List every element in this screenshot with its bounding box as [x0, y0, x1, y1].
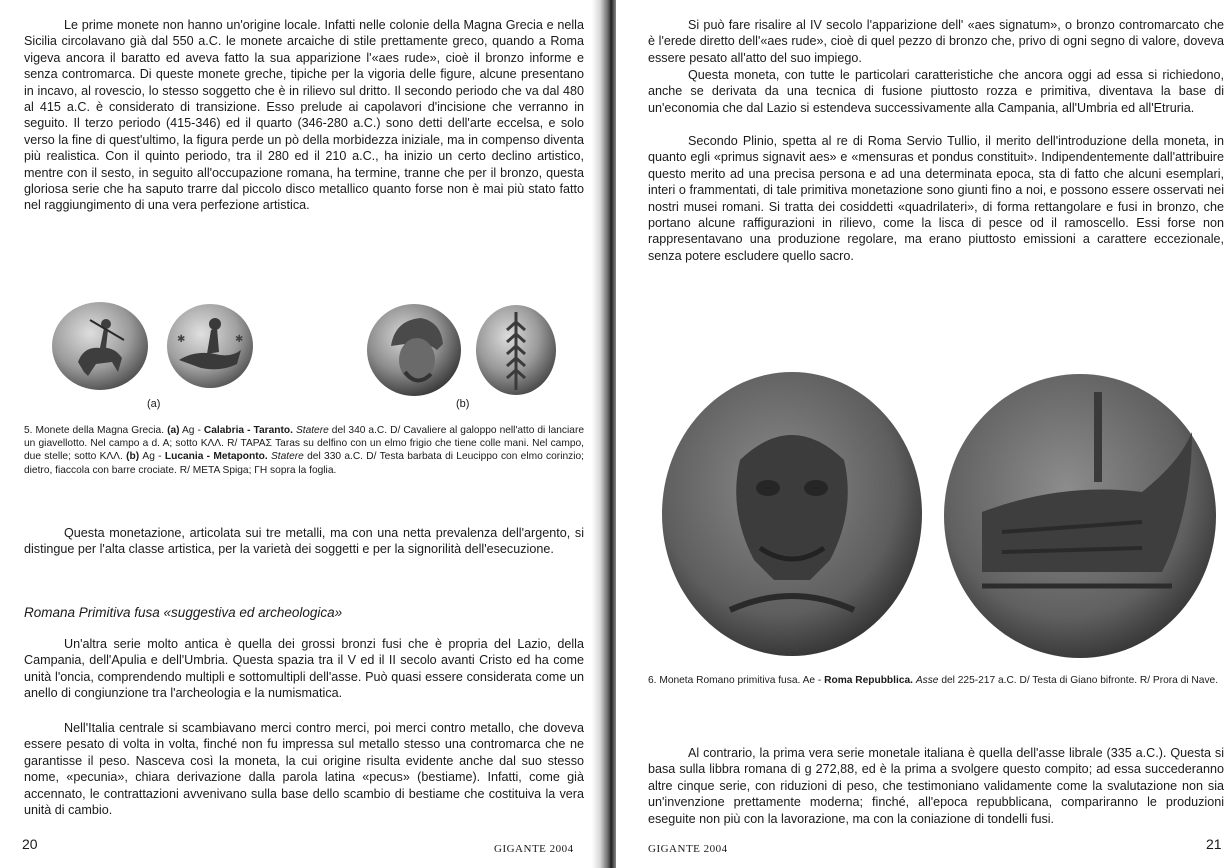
- running-head-right: GIGANTE 2004: [648, 843, 728, 855]
- left-paragraph-1: Le prime monete non hanno un'origine locale. Infatti nelle colonie della Magna Grecia e nella Sicilia circolavano già dal 550 a.C. le monete arcaiche di stile prettamente greco, quando a Roma vigeva ancora il baratto ed aveva fatto la sua apparizione l'«aes rude», cioè il bronzo informe e senza contromarca. Di queste monete greche, tipiche per la vigoria delle figure, alcune presentano in incavo, al rovescio, lo stesso soggetto che è in rilievo sul dritto. Il secondo periodo che va dal 480 al 415 a.C. è considerato di transizione. Esso prelude ai capolavori d'incisione che verranno in seguito. Il terzo periodo (415-346) ed il quarto (346-280 a.C.) sono detti dell'arte eccelsa, e solo verso la fine di quest'ultimo, la figura perde un pò della morbidezza iniziale, ma in compenso diventa più realistica. Con il quinto periodo, tra il 280 ed il 210 a.C., ha inizio un certo declino artistico, mentre con il sesto, in seguito all'occupazione romana, ha termine, tranne che per il bronzo, questa gloriosa serie che ha saputo trarre dal piccolo disco metallico quanto forse non è mai più stato fatto nel raggiungimento di una vera perfezione artistica.: [24, 18, 584, 213]
- coin-metaponto-obverse: [365, 302, 463, 398]
- coin-asse-prow-reverse: [942, 372, 1218, 660]
- caption-figure-6: 6. Moneta Romano primitiva fusa. Ae - Roma Repubblica. Asse del 225-217 a.C. D/ Testa di Giano bifronte. R/ Prora di Nave.: [648, 675, 1219, 686]
- left-paragraph-3: Un'altra serie molto antica è quella dei grossi bronzi fusi che è propria del Lazio, della Campania, dell'Apulia e dell'Umbria. Questa spazia tra il V ed il II secolo avanti Cristo ed ha come unità l'oncia, comprendendo multipli e sottomultipli dell'asse. Può quasi essere considerata come un anello di congiunzione tra l'archeologia e la numismatica.: [24, 637, 584, 701]
- right-paragraph-4: Al contrario, la prima vera serie monetale italiana è quella dell'asse librale (335 a.C.). Questa si basa sulla libbra romana di g 272,88, ed è la prima a svolgere questo compito; ad essa succederanno altre cinque serie, con riduzioni di peso, che testimoniano validamente come la svalutazione non sia un'invenzione prettamente moderna; finché, all'epoca repubblicana, compariranno le produzioni eseguite non più con la lavorazione, ma con la coniazione di tondelli fusi.: [648, 746, 1224, 826]
- page-number-right: 21: [1206, 836, 1222, 852]
- coin-metaponto-reverse: [475, 304, 557, 396]
- left-page: [0, 0, 604, 868]
- right-paragraph-1: Si può fare risalire al IV secolo l'apparizione dell' «aes signatum», o bronzo contromarcato che è l'erede diretto dell'«aes rude», cioè di quel pezzo di bronzo che, privo di ogni segno di valore, doveva essere pesato all'atto del suo impiego.: [648, 18, 1224, 65]
- left-paragraph-4: Nell'Italia centrale si scambiavano merci contro merci, poi merci contro metallo, che doveva essere pesato di volta in volta, finché non fu impressa sul metallo stesso una contromarca che ne garantisse il peso. Nasceva così la moneta, la cui origine risulta evidente anche dal suo stesso nome, «pecunia», chiara derivazione dalla parola latina «pecus» (bestiame). Infatti, come già accennato, le contrattazioni avvenivano sulla base dello scambio di bestiame che costituiva la vera unità di cambio.: [24, 721, 584, 818]
- figure-a-label: (a): [147, 398, 161, 410]
- coin-taranto-reverse: [165, 302, 255, 390]
- left-paragraph-2: Questa monetazione, articolata sui tre metalli, ma con una netta prevalenza dell'argento, si distingue per l'alta classe artistica, per la varietà dei soggetti e per la signorilità dell'esecuzione.: [24, 526, 584, 557]
- svg-text:✱: ✱: [235, 334, 244, 345]
- running-head-left: GIGANTE 2004: [494, 843, 574, 855]
- coin-taranto-obverse: [50, 300, 150, 392]
- right-page: [616, 0, 1232, 868]
- page-number-left: 20: [22, 836, 38, 852]
- right-paragraph-2: Questa moneta, con tutte le particolari caratteristiche che ancora oggi ad essa si richiedono, anche se derivata da una tecnica di fusione piuttosto rozza e primitiva, diventava la base di un'economia che dal Lazio si estendeva successivamente alla Campania, all'Umbria ed all'Etruria.: [648, 68, 1224, 115]
- svg-text:✱: ✱: [177, 334, 186, 345]
- coin-asse-janus-obverse: [660, 370, 924, 658]
- caption-figure-5: 5. Monete della Magna Grecia. (a) Ag - Calabria - Taranto. Statere del 340 a.C. D/ Cavaliere al galoppo nell'atto di lanciare un giavellotto. Nel campo a d. A; sotto ΚΛΛ. R/ ΤΑΡΑΣ Taras su delfino con un elmo frigio che tiene colle mani. Nel campo, due stelle; sotto ΚΛΛ. (b) Ag - Lucania - Metaponto. Statere del 330 a.C. D/ Testa barbata di Leucippo con elmo corinzio; dietro, fiaccola con barre crociate. R/ META Spiga; ΓΗ sopra la foglia.: [24, 425, 585, 476]
- section-subheading: Romana Primitiva fusa «suggestiva ed archeologica»: [24, 605, 343, 620]
- figure-b-label: (b): [456, 398, 470, 410]
- right-paragraph-3: Secondo Plinio, spetta al re di Roma Servio Tullio, il merito dell'introduzione della moneta, in quanto egli «primus signavit aes» e «mensuras et pondus constituit». Indipendentemente dall'attribuire questo merito ad una precisa persona e ad una determinata epoca, sta di fatto che alcuni esemplari, interi o frammentati, di tale primitiva monetazione sono giunti fino a noi, e possono essere osservati nei nostri musei romani. Si tratta dei cosiddetti «quadrilateri», di forma rettangolare e fusi in bronzo, che portano alcune raffigurazioni in rilievo, come la lisca di pesce od il ramoscello. Essi forse non rappresentavano una produzione regolare, ma erano piuttosto emissioni a carattere eccezionale, senza potere escludere quello sacro.: [648, 134, 1224, 263]
